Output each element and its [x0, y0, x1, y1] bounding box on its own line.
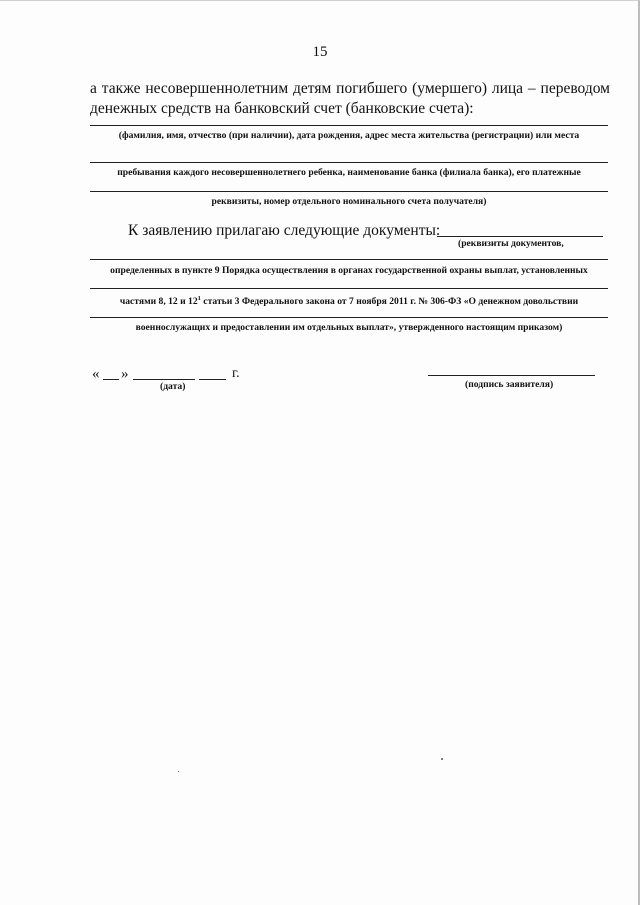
recipient-line-3: [90, 191, 608, 192]
date-quote-close: »: [121, 366, 129, 382]
attachments-hint-2: определенных в пункте 9 Порядка осуществления в органах государственной охраны выплат, установленных: [110, 265, 588, 276]
page-number: 15: [312, 44, 328, 60]
attachments-text: К заявлению прилагаю следующие документы:: [128, 222, 441, 239]
date-day-line: [103, 379, 119, 380]
recipient-hint-3: реквизиты, номер отдельного номинального счета получателя): [211, 196, 487, 207]
date-year-line: [199, 379, 226, 380]
recipient-line-2: [90, 162, 608, 163]
scan-speck: [178, 771, 179, 772]
attachments-line-short: [437, 236, 603, 237]
date-label: (дата): [160, 381, 186, 392]
attachments-hint-1: (реквизиты документов,: [458, 238, 564, 249]
signature-line: [428, 375, 595, 376]
recipient-hint-1: (фамилия, имя, отчество (при наличии), дата рождения, адрес места жительства (регистрации) или места: [118, 130, 580, 141]
paragraph-line-1: а также несовершеннолетним детям погибшего (умершего) лица – переводом: [90, 80, 610, 97]
scan-speck: [441, 758, 443, 760]
attachments-line-2: [90, 288, 608, 289]
attachments-hint-3: частями 8, 12 и $12^1$ статьи 3 Федерального закона от 7 ноября 2011 г. № 306-ФЗ «О денежном довольствии: [119, 295, 579, 308]
date-month-line: [133, 379, 195, 380]
attachments-line-3: [90, 317, 608, 318]
date-year-suffix: г.: [232, 366, 240, 381]
signature-label: (подпись заявителя): [465, 379, 554, 390]
date-quote-open: «: [92, 366, 100, 382]
recipient-line-1: [90, 125, 608, 126]
attachments-line-1: [90, 259, 608, 260]
attachments-hint-4: военнослужащих и предоставлении им отдельных выплат», утвержденного настоящим приказом): [135, 322, 563, 333]
recipient-hint-2: пребывания каждого несовершеннолетнего ребенка, наименование банка (филиала банка), его платежные: [117, 167, 581, 178]
paragraph-line-2: денежных средств на банковский счет (банковские счета):: [90, 100, 474, 117]
